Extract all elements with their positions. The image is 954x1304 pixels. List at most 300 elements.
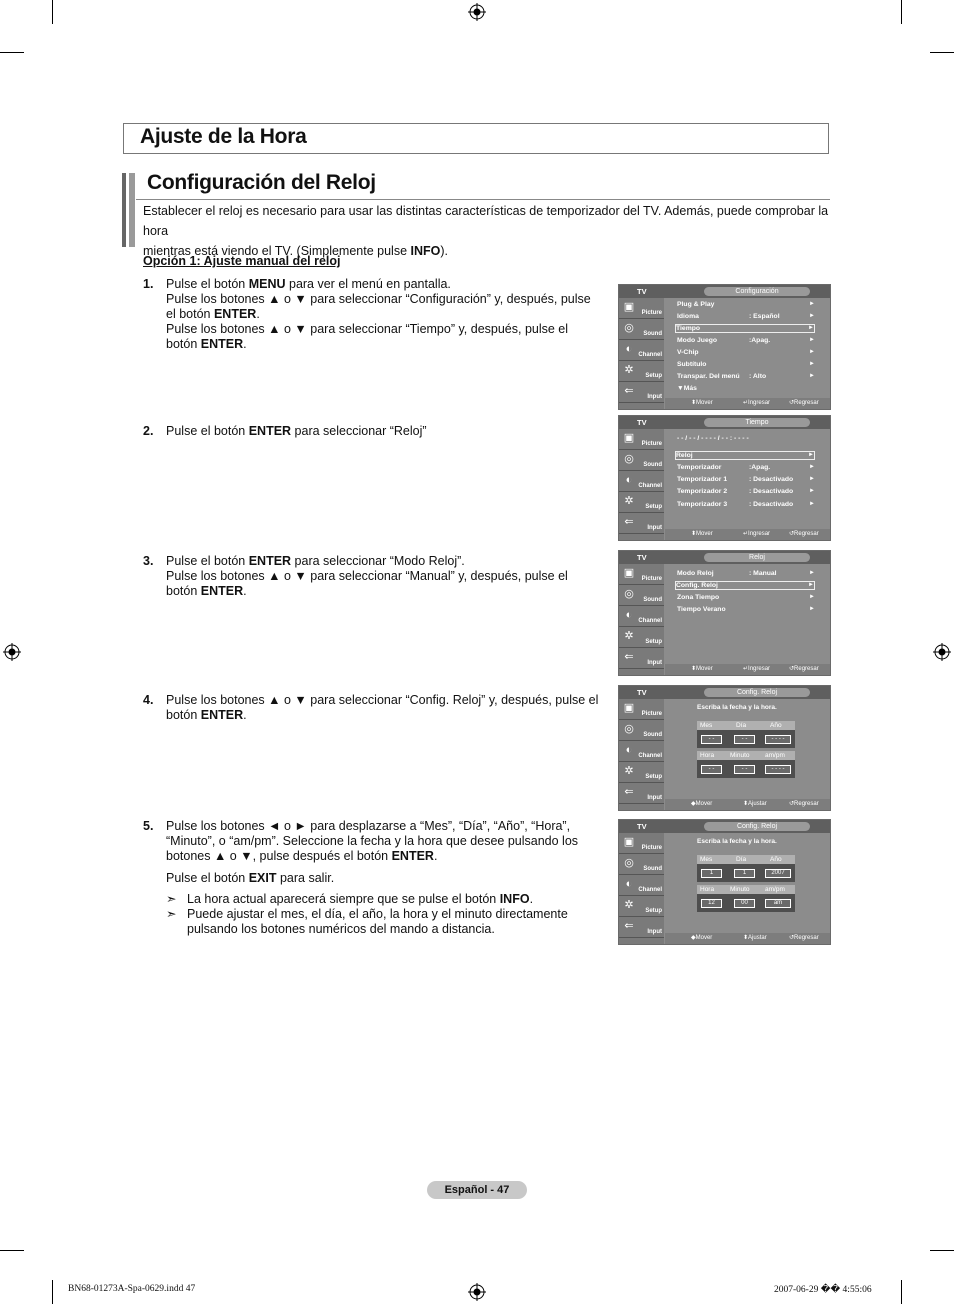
tv-side-channel[interactable] bbox=[619, 340, 664, 361]
row-value: :Apag. bbox=[749, 337, 771, 344]
col-label: Mes bbox=[700, 856, 713, 863]
subsection-bar bbox=[122, 173, 126, 247]
tv-side-picture[interactable] bbox=[619, 298, 664, 319]
chevron-right-icon: ► bbox=[809, 361, 815, 367]
hint-text: Ingresar bbox=[748, 531, 771, 537]
input-icon: ⇐ bbox=[624, 385, 634, 397]
time-header bbox=[697, 885, 795, 894]
tv-side-input[interactable] bbox=[619, 513, 664, 534]
tv-side-label: Setup bbox=[645, 639, 662, 645]
tv-side-label: Picture bbox=[641, 711, 662, 717]
tv-menu-tiempo bbox=[618, 415, 831, 541]
tv-menu-title: Config. Reloj bbox=[704, 822, 810, 831]
return-hint: ↺ Regresar bbox=[789, 398, 794, 409]
tv-bottom-bar bbox=[665, 933, 831, 944]
chevron-right-icon: ► bbox=[809, 501, 815, 507]
date-fields bbox=[697, 730, 795, 748]
tv-side-input[interactable] bbox=[619, 648, 664, 669]
step-text: . bbox=[243, 584, 247, 598]
note-arrow-icon: ➣ bbox=[166, 892, 177, 906]
tv-side-label: Sound bbox=[643, 866, 662, 872]
minute-field[interactable]: - - bbox=[734, 765, 755, 774]
registration-mark-icon bbox=[3, 643, 21, 661]
tv-side-label: Channel bbox=[638, 618, 662, 624]
setup-icon: ✲ bbox=[624, 364, 634, 376]
crop-mark bbox=[0, 52, 24, 53]
channel-icon: ◐ bbox=[625, 744, 633, 756]
tv-clock-display bbox=[677, 434, 815, 443]
sound-icon: ◎ bbox=[624, 723, 634, 735]
key-enter: ENTER bbox=[248, 424, 292, 438]
tv-side-setup[interactable] bbox=[619, 492, 664, 513]
row-label: Plug & Play bbox=[677, 301, 715, 308]
move-hint: ⬍ Mover bbox=[691, 398, 696, 409]
date-fields bbox=[697, 864, 795, 882]
hint-text: Mover bbox=[696, 531, 713, 537]
tv-menu-title: Reloj bbox=[704, 553, 810, 562]
tv-side-setup[interactable] bbox=[619, 361, 664, 382]
return-hint: ↺ Regresar bbox=[789, 799, 794, 810]
adjust-hint: ⬍ Ajustar bbox=[743, 933, 748, 944]
key-info: INFO bbox=[499, 892, 530, 906]
enter-hint: ↵ Ingresar bbox=[743, 398, 748, 409]
col-label: am/pm bbox=[765, 752, 785, 759]
tv-menu-row[interactable] bbox=[677, 463, 815, 472]
row-label: Subtítulo bbox=[677, 361, 707, 368]
tv-menu-row-selected[interactable] bbox=[675, 324, 815, 333]
tv-side-label: Sound bbox=[643, 462, 662, 468]
return-hint: ↺ Regresar bbox=[789, 529, 794, 540]
chevron-right-icon: ► bbox=[808, 452, 814, 458]
tv-content bbox=[665, 429, 831, 529]
chevron-right-icon: ► bbox=[809, 464, 815, 470]
step-text: Pulse el botón bbox=[166, 424, 249, 438]
tv-side-label: Channel bbox=[638, 352, 662, 358]
tv-side-setup[interactable] bbox=[619, 762, 664, 783]
tv-side-sound[interactable] bbox=[619, 450, 664, 471]
option-title: Opción 1: Ajuste manual del reloj bbox=[143, 254, 341, 268]
col-label: Mes bbox=[700, 722, 713, 729]
date-header bbox=[697, 855, 795, 864]
tv-topbar bbox=[619, 416, 830, 429]
step-2 bbox=[143, 424, 608, 439]
col-label: Día bbox=[736, 722, 747, 729]
tv-topbar bbox=[619, 686, 830, 699]
tv-menu-row[interactable] bbox=[677, 360, 815, 369]
sound-icon: ◎ bbox=[624, 322, 634, 334]
return-hint: ↺ Regresar bbox=[789, 933, 794, 944]
tv-content bbox=[665, 298, 831, 398]
col-label: Hora bbox=[700, 886, 715, 893]
tv-menu-config-reloj-empty bbox=[618, 685, 831, 811]
tv-side-sound[interactable] bbox=[619, 720, 664, 741]
hint-text: Mover bbox=[696, 666, 713, 672]
step-text: . bbox=[433, 849, 438, 863]
step-text: Pulse los botones ▲ o ▼ para seleccionar “Manual” y, después, pulse el bbox=[166, 569, 568, 583]
row-value: :Apag. bbox=[749, 464, 771, 471]
tv-menu-row[interactable] bbox=[677, 487, 815, 496]
step-text: Pulse el botón bbox=[166, 277, 249, 291]
note-1 bbox=[166, 892, 608, 907]
chevron-right-icon: ► bbox=[809, 373, 815, 379]
tv-menu-row[interactable] bbox=[677, 312, 815, 321]
return-hint: ↺ Regresar bbox=[789, 664, 794, 675]
tv-bottom-bar bbox=[665, 664, 831, 675]
page-number: Español - 47 bbox=[427, 1181, 527, 1199]
tv-side-channel[interactable] bbox=[619, 471, 664, 492]
tv-side-input[interactable] bbox=[619, 382, 664, 403]
row-label: Temporizador 1 bbox=[677, 476, 728, 483]
row-label: Config. Reloj bbox=[676, 582, 718, 589]
setup-icon: ✲ bbox=[624, 765, 634, 777]
time-header bbox=[697, 751, 795, 760]
tv-side-label: Setup bbox=[645, 373, 662, 379]
crop-mark bbox=[901, 0, 902, 24]
subsection-bar bbox=[129, 173, 135, 247]
subsection-title: Configuración del Reloj bbox=[147, 171, 376, 194]
channel-icon: ◐ bbox=[625, 878, 633, 890]
crop-mark bbox=[901, 1280, 902, 1304]
row-label: Temporizador 3 bbox=[677, 501, 728, 508]
step-text: Pulse los botones ◄ o ► para desplazarse a “Mes”, “Día”, “Año”, “Hora”, bbox=[166, 819, 571, 833]
tv-side-label: Setup bbox=[645, 504, 662, 510]
tv-sidebar bbox=[619, 699, 664, 811]
chevron-right-icon: ► bbox=[809, 313, 815, 319]
tv-side-picture[interactable] bbox=[619, 833, 664, 854]
tv-menu-configuracion bbox=[618, 284, 831, 410]
setup-icon: ✲ bbox=[624, 495, 634, 507]
step-1 bbox=[143, 277, 608, 352]
chevron-right-icon: ► bbox=[809, 337, 815, 343]
registration-mark-icon bbox=[933, 643, 951, 661]
row-label: Modo Juego bbox=[677, 337, 718, 344]
intro-paragraph bbox=[143, 201, 833, 261]
col-label: Hora bbox=[700, 752, 715, 759]
enter-hint: ↵ Ingresar bbox=[743, 664, 748, 675]
row-label: Reloj bbox=[676, 452, 693, 459]
tv-side-label: Picture bbox=[641, 845, 662, 851]
tv-side-channel[interactable] bbox=[619, 875, 664, 896]
ampm-field[interactable]: - - - - bbox=[765, 765, 791, 774]
step-3 bbox=[143, 554, 608, 599]
registration-mark-icon bbox=[468, 3, 486, 21]
tv-sidebar bbox=[619, 429, 664, 541]
tv-menu-row[interactable] bbox=[677, 372, 815, 381]
crop-mark bbox=[0, 1250, 24, 1251]
note-text: . bbox=[529, 892, 534, 906]
chevron-right-icon: ► bbox=[809, 594, 815, 600]
move-hint: ◆ Mover bbox=[691, 933, 696, 944]
section-title: Ajuste de la Hora bbox=[140, 125, 307, 148]
tv-menu-title: Tiempo bbox=[704, 418, 810, 427]
chevron-right-icon: ► bbox=[809, 476, 815, 482]
tv-menu-title: Config. Reloj bbox=[704, 688, 810, 697]
slug-timestamp: 2007-06-29 �� 4:55:06 bbox=[774, 1285, 872, 1295]
input-icon: ⇐ bbox=[624, 920, 634, 932]
picture-icon: ▣ bbox=[623, 432, 635, 444]
step-text: para seleccionar “Modo Reloj”. bbox=[291, 554, 465, 568]
tv-side-label: Input bbox=[647, 394, 662, 400]
key-enter: ENTER bbox=[248, 554, 292, 568]
tv-side-channel[interactable] bbox=[619, 606, 664, 627]
hint-text: Ajustar bbox=[748, 801, 767, 807]
tv-menu-row-selected[interactable] bbox=[675, 451, 815, 460]
step-text: Pulse los botones ▲ o ▼ para seleccionar “Config. Reloj” y, después, pulse el bbox=[166, 693, 599, 707]
time-fields bbox=[697, 760, 795, 778]
tv-sidebar bbox=[619, 564, 664, 676]
step-text: Pulse el botón bbox=[166, 554, 249, 568]
tv-side-label: Channel bbox=[638, 753, 662, 759]
tv-topbar bbox=[619, 820, 830, 833]
adjust-hint: ⬍ Ajustar bbox=[743, 799, 748, 810]
chevron-right-icon: ► bbox=[809, 488, 815, 494]
step-text: Pulse los botones ▲ o ▼ para seleccionar “Configuración” y, después, pulse bbox=[166, 292, 591, 306]
tv-menu-reloj bbox=[618, 550, 831, 676]
tv-menu-row[interactable] bbox=[677, 336, 815, 345]
row-value: : Alto bbox=[749, 373, 767, 380]
tv-hint-text: Escriba la fecha y la hora. bbox=[697, 704, 777, 711]
step-text: “Minuto”, o “am/pm”. Seleccione la fecha y la hora que desee pulsando los bbox=[166, 834, 579, 848]
chevron-right-icon: ► bbox=[809, 570, 815, 576]
tv-side-picture[interactable] bbox=[619, 564, 664, 585]
tv-side-label: Input bbox=[647, 929, 662, 935]
hint-text: Mover bbox=[696, 400, 713, 406]
tv-side-picture[interactable] bbox=[619, 429, 664, 450]
step-text: botón bbox=[166, 584, 201, 598]
tv-hint-text: Escriba la fecha y la hora. bbox=[697, 838, 777, 845]
setup-icon: ✲ bbox=[624, 899, 634, 911]
tv-topbar bbox=[619, 285, 830, 298]
crop-mark bbox=[52, 0, 53, 24]
tv-label: TV bbox=[637, 688, 647, 697]
tv-side-label: Channel bbox=[638, 483, 662, 489]
step-number: 1. bbox=[143, 277, 154, 291]
tv-side-sound[interactable] bbox=[619, 585, 664, 606]
enter-hint: ↵ Ingresar bbox=[743, 529, 748, 540]
note-text: pulsando los botones numéricos del mando a distancia. bbox=[187, 922, 495, 936]
hint-text: Ingresar bbox=[748, 400, 771, 406]
registration-mark-icon bbox=[468, 1283, 486, 1301]
row-value: : Manual bbox=[749, 570, 777, 577]
tv-side-channel[interactable] bbox=[619, 741, 664, 762]
hour-field[interactable]: - - bbox=[701, 765, 722, 774]
step-text: para salir. bbox=[276, 871, 335, 885]
move-hint: ⬍ Mover bbox=[691, 529, 696, 540]
sound-icon: ◎ bbox=[624, 857, 634, 869]
tv-menu-row[interactable] bbox=[677, 384, 815, 393]
hint-text: Ajustar bbox=[748, 935, 767, 941]
hint-text: Regresar bbox=[794, 801, 819, 807]
crop-mark bbox=[52, 1280, 53, 1304]
step-5 bbox=[143, 819, 608, 937]
tv-sidebar bbox=[619, 833, 664, 945]
tv-side-setup[interactable] bbox=[619, 627, 664, 648]
intro-text: mientras está viendo el TV. (Simplemente pulse bbox=[143, 244, 411, 258]
picture-icon: ▣ bbox=[623, 836, 635, 848]
key-enter: ENTER bbox=[200, 337, 244, 351]
hint-text: Ingresar bbox=[748, 666, 771, 672]
tv-content bbox=[665, 564, 831, 664]
row-label: Tiempo Verano bbox=[677, 606, 726, 613]
tv-sidebar bbox=[619, 298, 664, 410]
row-label: Idioma bbox=[677, 313, 699, 320]
row-value: : Desactivado bbox=[749, 488, 794, 495]
tv-menu-config-reloj-filled bbox=[618, 819, 831, 945]
step-4 bbox=[143, 693, 608, 723]
hint-text: Regresar bbox=[794, 400, 819, 406]
note-text: Puede ajustar el mes, el día, el año, la hora y el minuto directamente bbox=[187, 907, 568, 921]
tv-side-label: Sound bbox=[643, 732, 662, 738]
note-2 bbox=[166, 907, 608, 937]
row-label: Temporizador 2 bbox=[677, 488, 728, 495]
setup-icon: ✲ bbox=[624, 630, 634, 642]
row-label: Temporizador bbox=[677, 464, 722, 471]
channel-icon: ◐ bbox=[625, 343, 633, 355]
tv-menu-row[interactable] bbox=[677, 569, 815, 578]
step-text: botón bbox=[166, 708, 201, 722]
tv-side-label: Picture bbox=[641, 441, 662, 447]
tv-side-label: Setup bbox=[645, 908, 662, 914]
step-number: 2. bbox=[143, 424, 154, 438]
tv-side-input[interactable] bbox=[619, 917, 664, 938]
tv-side-sound[interactable] bbox=[619, 854, 664, 875]
tv-menu-row[interactable] bbox=[677, 300, 815, 309]
tv-menu-row[interactable] bbox=[677, 593, 815, 602]
chevron-right-icon: ► bbox=[809, 301, 815, 307]
sound-icon: ◎ bbox=[624, 453, 634, 465]
step-number: 5. bbox=[143, 819, 154, 833]
col-label: Año bbox=[770, 722, 782, 729]
key-enter: ENTER bbox=[200, 708, 244, 722]
move-hint: ⬍ Mover bbox=[691, 664, 696, 675]
col-label: Minuto bbox=[730, 752, 750, 759]
tv-side-label: Picture bbox=[641, 576, 662, 582]
key-enter: ENTER bbox=[200, 584, 244, 598]
day-field[interactable]: - - bbox=[734, 735, 755, 744]
tv-topbar bbox=[619, 551, 830, 564]
key-enter: ENTER bbox=[391, 849, 434, 863]
row-value: : Desactivado bbox=[749, 476, 794, 483]
tv-side-label: Setup bbox=[645, 774, 662, 780]
intro-text: ). bbox=[440, 244, 448, 258]
hint-text: Regresar bbox=[794, 531, 819, 537]
tv-side-picture[interactable] bbox=[619, 699, 664, 720]
tv-side-input[interactable] bbox=[619, 783, 664, 804]
chevron-right-icon: ► bbox=[808, 325, 814, 331]
picture-icon: ▣ bbox=[623, 702, 635, 714]
tv-menu-row[interactable] bbox=[677, 605, 815, 614]
tv-side-label: Input bbox=[647, 660, 662, 666]
step-text: . bbox=[256, 307, 260, 321]
tv-menu-title: Configuración bbox=[704, 287, 810, 296]
year-field[interactable]: 2007 bbox=[765, 869, 791, 878]
step-text: botón bbox=[166, 337, 201, 351]
row-label: - - / - - / - - - - / - - : - - - - bbox=[677, 435, 749, 442]
note-arrow-icon: ➣ bbox=[166, 907, 177, 921]
tv-menu-row[interactable] bbox=[677, 475, 815, 484]
row-label: V-Chip bbox=[677, 349, 699, 356]
key-menu: MENU bbox=[248, 277, 286, 291]
tv-label: TV bbox=[637, 822, 647, 831]
crop-mark bbox=[930, 52, 954, 53]
channel-icon: ◐ bbox=[625, 474, 633, 486]
step-text: el botón bbox=[166, 307, 214, 321]
tv-bottom-bar bbox=[665, 398, 831, 409]
step-text: botones ▲ o ▼, pulse después el botón bbox=[166, 849, 392, 863]
move-hint: ◆ Mover bbox=[691, 799, 696, 810]
tv-menu-row[interactable] bbox=[677, 348, 815, 357]
step-text: para seleccionar “Reloj” bbox=[291, 424, 427, 438]
minute-field[interactable]: 00 bbox=[734, 899, 755, 908]
col-label: Año bbox=[770, 856, 782, 863]
row-value: : Desactivado bbox=[749, 501, 794, 508]
tv-bottom-bar bbox=[665, 529, 831, 540]
tv-label: TV bbox=[637, 287, 647, 296]
sound-icon: ◎ bbox=[624, 588, 634, 600]
col-label: am/pm bbox=[765, 886, 785, 893]
input-icon: ⇐ bbox=[624, 516, 634, 528]
month-field[interactable]: - - bbox=[701, 735, 722, 744]
step-number: 4. bbox=[143, 693, 154, 707]
hint-text: Mover bbox=[695, 935, 713, 941]
tv-side-setup[interactable] bbox=[619, 896, 664, 917]
note-text: La hora actual aparecerá siempre que se pulse el botón bbox=[187, 892, 500, 906]
chevron-right-icon: ► bbox=[809, 606, 815, 612]
tv-side-label: Sound bbox=[643, 597, 662, 603]
step-text: para ver el menú en pantalla. bbox=[285, 277, 451, 291]
tv-side-label: Input bbox=[647, 525, 662, 531]
day-field[interactable]: 1 bbox=[734, 869, 755, 878]
row-value: : Español bbox=[749, 313, 780, 320]
input-icon: ⇐ bbox=[624, 786, 634, 798]
col-label: Minuto bbox=[730, 886, 750, 893]
row-label: Transpar. Del menú bbox=[677, 373, 740, 380]
tv-side-label: Picture bbox=[641, 310, 662, 316]
year-field[interactable]: - - - - bbox=[765, 735, 791, 744]
month-field[interactable]: 1 bbox=[701, 869, 722, 878]
time-fields bbox=[697, 894, 795, 912]
col-label: Día bbox=[736, 856, 747, 863]
ampm-field[interactable]: am bbox=[765, 899, 791, 908]
step-text: Pulse el botón bbox=[166, 871, 249, 885]
tv-label: TV bbox=[637, 418, 647, 427]
row-label: Zona Tiempo bbox=[677, 594, 720, 601]
tv-bottom-bar bbox=[665, 799, 831, 810]
tv-side-label: Sound bbox=[643, 331, 662, 337]
row-label: Modo Reloj bbox=[677, 570, 714, 577]
row-label: Tiempo bbox=[676, 325, 701, 332]
slug-filename: BN68-01273A-Spa-0629.indd 47 bbox=[68, 1284, 196, 1294]
crop-mark bbox=[930, 1250, 954, 1251]
step-text: . bbox=[243, 708, 247, 722]
hint-text: Regresar bbox=[794, 666, 819, 672]
step-text: Pulse los botones ▲ o ▼ para seleccionar “Tiempo” y, después, pulse el bbox=[166, 322, 569, 336]
intro-key: INFO bbox=[410, 244, 441, 258]
tv-side-label: Channel bbox=[638, 887, 662, 893]
subsection-rule bbox=[136, 199, 830, 200]
hour-field[interactable]: 12 bbox=[701, 899, 722, 908]
channel-icon: ◐ bbox=[625, 609, 633, 621]
tv-side-label: Input bbox=[647, 795, 662, 801]
tv-side-sound[interactable] bbox=[619, 319, 664, 340]
picture-icon: ▣ bbox=[623, 301, 635, 313]
chevron-right-icon: ► bbox=[808, 582, 814, 588]
step-number: 3. bbox=[143, 554, 154, 568]
tv-menu-row-selected[interactable] bbox=[675, 581, 815, 590]
picture-icon: ▣ bbox=[623, 567, 635, 579]
tv-menu-row[interactable] bbox=[677, 500, 815, 509]
key-enter: ENTER bbox=[213, 307, 257, 321]
